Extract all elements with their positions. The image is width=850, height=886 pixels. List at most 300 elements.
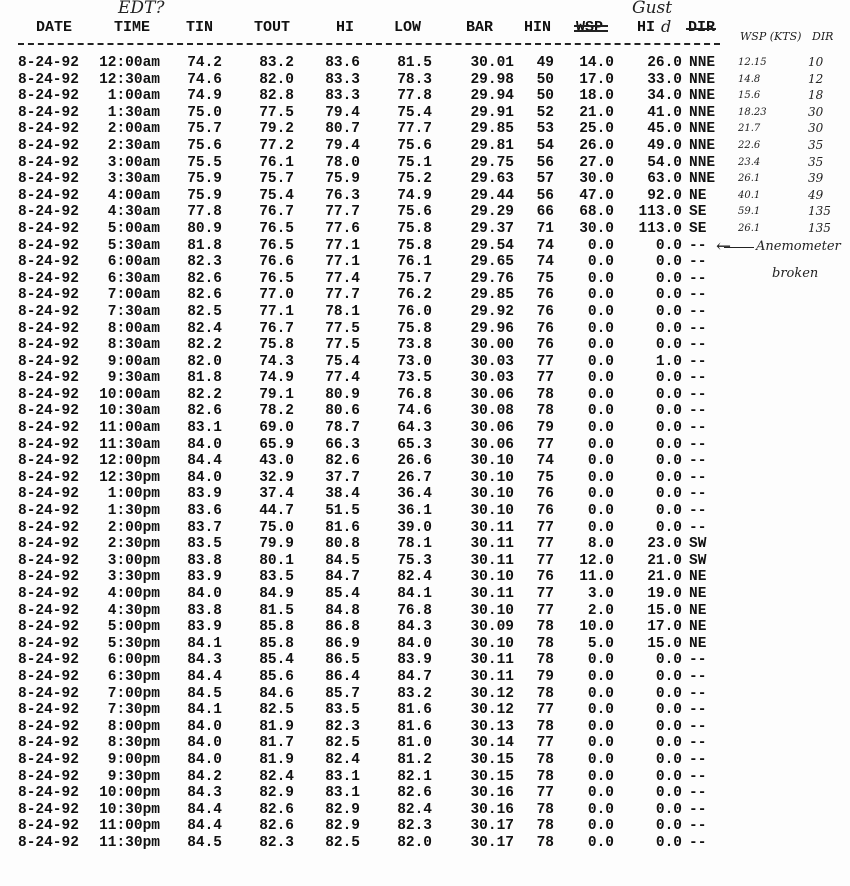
cell-wsp: 47.0: [579, 187, 614, 204]
cell-dir: --: [689, 735, 707, 752]
cell-low: 83.2: [397, 685, 432, 702]
cell-hi: 77.1: [325, 237, 360, 254]
cell-hi: 78.1: [325, 303, 360, 320]
cell-bar: 29.75: [470, 154, 514, 171]
cell-dir: --: [689, 469, 707, 486]
table-row: [0, 818, 850, 835]
cell-low: 36.4: [397, 486, 432, 503]
cell-wsp: 21.0: [579, 104, 614, 121]
cell-wsp: 0.0: [587, 270, 614, 287]
cell-bar: 29.54: [470, 237, 514, 254]
table-row: [0, 287, 850, 304]
margin-note-dir: 135: [808, 221, 831, 235]
cell-tin: 84.5: [187, 685, 222, 702]
cell-date: 8-24-92: [18, 469, 79, 486]
cell-tout: 75.7: [259, 171, 294, 188]
cell-tin: 75.9: [187, 187, 222, 204]
cell-bar: 29.94: [470, 88, 514, 105]
cell-tout: 43.0: [259, 453, 294, 470]
cell-time: 4:30pm: [107, 602, 160, 619]
cell-date: 8-24-92: [18, 718, 79, 735]
cell-tout: 76.6: [259, 254, 294, 271]
cell-date: 8-24-92: [18, 121, 79, 138]
cell-wsp: 0.0: [587, 453, 614, 470]
cell-hin: 74: [536, 254, 554, 271]
cell-date: 8-24-92: [18, 270, 79, 287]
cell-wsp: 0.0: [587, 303, 614, 320]
cell-bar: 30.10: [470, 453, 514, 470]
cell-dir: SE: [689, 204, 707, 221]
cell-hi: 80.7: [325, 121, 360, 138]
cell-tin: 75.7: [187, 121, 222, 138]
cell-tin: 83.9: [187, 619, 222, 636]
cell-hin: 77: [536, 370, 554, 387]
cell-bar: 29.65: [470, 254, 514, 271]
cell-gust: 0.0: [655, 436, 682, 453]
cell-tout: 74.9: [259, 370, 294, 387]
cell-tout: 81.5: [259, 602, 294, 619]
cell-hi: 75.4: [325, 353, 360, 370]
cell-hi: 82.4: [325, 751, 360, 768]
cell-tout: 82.5: [259, 702, 294, 719]
cell-tin: 82.0: [187, 353, 222, 370]
cell-tout: 82.6: [259, 818, 294, 835]
cell-gust: 92.0: [647, 187, 682, 204]
cell-low: 36.1: [397, 503, 432, 520]
table-row: [0, 486, 850, 503]
cell-wsp: 0.0: [587, 768, 614, 785]
cell-bar: 30.16: [470, 785, 514, 802]
cell-tin: 75.0: [187, 104, 222, 121]
table-row: [0, 735, 850, 752]
col-time: TIME: [114, 19, 151, 36]
cell-tin: 75.6: [187, 137, 222, 154]
cell-hin: 78: [536, 718, 554, 735]
cell-tin: 84.4: [187, 818, 222, 835]
margin-note-dir: 35: [808, 138, 824, 152]
table-row: [0, 88, 850, 105]
cell-gust: 0.0: [655, 685, 682, 702]
cell-low: 82.1: [397, 768, 432, 785]
cell-wsp: 0.0: [587, 403, 614, 420]
table-row: [0, 603, 850, 620]
cell-tin: 84.1: [187, 702, 222, 719]
cell-tout: 80.1: [259, 552, 294, 569]
cell-hi: 51.5: [325, 503, 360, 520]
cell-gust: 113.0: [638, 204, 682, 221]
cell-date: 8-24-92: [18, 619, 79, 636]
cell-dir: NNE: [689, 171, 716, 188]
cell-hi: 80.9: [325, 386, 360, 403]
cell-dir: NNE: [689, 154, 716, 171]
cell-tin: 83.8: [187, 552, 222, 569]
margin-note-dir: 39: [808, 171, 824, 186]
cell-tout: 77.2: [259, 137, 294, 154]
cell-wsp: 10.0: [579, 619, 614, 636]
cell-tout: 69.0: [259, 420, 294, 437]
cell-tin: 82.5: [187, 303, 222, 320]
cell-tout: 84.9: [259, 586, 294, 602]
cell-hi: 77.5: [325, 320, 360, 337]
cell-tout: 82.6: [259, 801, 294, 818]
cell-date: 8-24-92: [18, 154, 79, 171]
cell-wsp: 18.0: [579, 88, 614, 105]
table-row: [0, 188, 850, 205]
cell-tout: 82.3: [259, 834, 294, 851]
cell-time: 10:00pm: [99, 785, 160, 802]
cell-time: 12:00am: [99, 55, 160, 71]
cell-gust: 26.0: [647, 55, 682, 71]
cell-hin: 76: [536, 486, 554, 503]
cell-date: 8-24-92: [18, 171, 79, 188]
cell-time: 7:30am: [107, 303, 160, 320]
handwritten-broken: broken: [772, 266, 819, 281]
cell-wsp: 0.0: [587, 254, 614, 271]
cell-hi: 75.9: [325, 171, 360, 188]
cell-date: 8-24-92: [18, 685, 79, 702]
cell-hin: 78: [536, 801, 554, 818]
cell-low: 39.0: [397, 519, 432, 536]
cell-bar: 30.03: [470, 353, 514, 370]
cell-hi: 77.5: [325, 337, 360, 354]
cell-low: 75.6: [397, 204, 432, 221]
cell-hi: 83.1: [325, 768, 360, 785]
cell-low: 75.4: [397, 104, 432, 121]
cell-time: 3:30pm: [107, 569, 160, 586]
table-row: [0, 271, 850, 288]
cell-dir: NE: [689, 602, 707, 619]
margin-note-wsp: 23.4: [738, 156, 761, 168]
cell-tin: 82.2: [187, 386, 222, 403]
cell-date: 8-24-92: [18, 652, 79, 669]
cell-time: 10:30am: [99, 403, 160, 420]
cell-hi: 81.6: [325, 519, 360, 536]
table-row: [0, 802, 850, 819]
cell-date: 8-24-92: [18, 635, 79, 652]
table-row: [0, 403, 850, 420]
cell-gust: 21.0: [647, 552, 682, 569]
cell-dir: NE: [689, 187, 707, 204]
cell-tin: 82.2: [187, 337, 222, 354]
table-row: [0, 420, 850, 437]
cell-dir: --: [689, 801, 707, 818]
cell-low: 82.3: [397, 818, 432, 835]
cell-low: 26.7: [397, 469, 432, 486]
cell-low: 84.1: [397, 586, 432, 602]
table-row: [0, 652, 850, 669]
cell-low: 76.1: [397, 254, 432, 271]
table-row: [0, 138, 850, 155]
cell-hin: 77: [536, 519, 554, 536]
cell-dir: NNE: [689, 104, 716, 121]
cell-bar: 29.81: [470, 137, 514, 154]
cell-gust: 34.0: [647, 88, 682, 105]
cell-date: 8-24-92: [18, 71, 79, 88]
table-row: [0, 553, 850, 570]
cell-hin: 76: [536, 569, 554, 586]
cell-hi: 78.0: [325, 154, 360, 171]
cell-wsp: 8.0: [587, 536, 614, 553]
cell-bar: 30.16: [470, 801, 514, 818]
cell-tin: 84.4: [187, 453, 222, 470]
margin-note-wsp: 26.1: [738, 173, 761, 185]
cell-date: 8-24-92: [18, 536, 79, 553]
cell-low: 81.2: [397, 751, 432, 768]
table-row: [0, 72, 850, 89]
cell-hin: 78: [536, 834, 554, 851]
cell-dir: NNE: [689, 71, 716, 88]
cell-low: 75.7: [397, 270, 432, 287]
cell-gust: 17.0: [647, 619, 682, 636]
cell-gust: 0.0: [655, 469, 682, 486]
col-low: LOW: [394, 19, 422, 36]
cell-gust: 0.0: [655, 337, 682, 354]
cell-date: 8-24-92: [18, 552, 79, 569]
margin-note-wsp: 15.6: [738, 90, 761, 102]
cell-tout: 76.7: [259, 320, 294, 337]
cell-dir: --: [689, 751, 707, 768]
cell-dir: --: [689, 270, 707, 287]
cell-hi: 85.7: [325, 685, 360, 702]
cell-wsp: 0.0: [587, 420, 614, 437]
cell-hin: 77: [536, 785, 554, 802]
cell-wsp: 25.0: [579, 121, 614, 138]
cell-date: 8-24-92: [18, 801, 79, 818]
table-row: [0, 321, 850, 338]
cell-time: 6:30pm: [107, 668, 160, 685]
handwritten-edt-note: EDT?: [118, 0, 165, 18]
cell-time: 8:00pm: [107, 718, 160, 735]
margin-note-dir: 10: [808, 55, 824, 69]
cell-gust: 0.0: [655, 287, 682, 304]
cell-gust: 45.0: [647, 121, 682, 138]
table-row: [0, 569, 850, 586]
table-row: [0, 470, 850, 487]
table-body: [0, 55, 850, 852]
cell-tin: 84.0: [187, 469, 222, 486]
cell-wsp: 0.0: [587, 818, 614, 835]
cell-dir: --: [689, 303, 707, 320]
cell-hin: 78: [536, 635, 554, 652]
cell-tin: 83.6: [187, 503, 222, 520]
cell-hi: 82.6: [325, 453, 360, 470]
cell-hi: 84.8: [325, 602, 360, 619]
cell-low: 75.8: [397, 220, 432, 237]
table-row: [0, 669, 850, 686]
cell-dir: --: [689, 834, 707, 851]
cell-time: 8:00am: [107, 320, 160, 337]
cell-bar: 30.13: [470, 718, 514, 735]
cell-tout: 75.8: [259, 337, 294, 354]
cell-bar: 29.91: [470, 104, 514, 121]
cell-hi: 80.6: [325, 403, 360, 420]
cell-gust: 63.0: [647, 171, 682, 188]
cell-time: 7:30pm: [107, 702, 160, 719]
margin-note-dir: 30: [808, 121, 824, 136]
cell-tin: 84.0: [187, 718, 222, 735]
cell-tin: 84.0: [187, 751, 222, 768]
cell-gust: 0.0: [655, 785, 682, 802]
margin-note-wsp: 40.1: [738, 189, 761, 201]
cell-bar: 30.09: [470, 619, 514, 636]
margin-note-wsp: 12.15: [738, 57, 767, 68]
cell-date: 8-24-92: [18, 735, 79, 752]
cell-low: 84.7: [397, 668, 432, 685]
table-row: [0, 769, 850, 786]
cell-tout: 32.9: [259, 469, 294, 486]
table-row: [0, 387, 850, 404]
table-row: [0, 619, 850, 636]
cell-tout: 76.7: [259, 204, 294, 221]
cell-tout: 77.5: [259, 104, 294, 121]
cell-tout: 78.2: [259, 403, 294, 420]
cell-bar: 30.11: [470, 668, 514, 685]
cell-wsp: 0.0: [587, 735, 614, 752]
cell-hi: 83.6: [325, 55, 360, 71]
margin-note-wsp: 18.23: [738, 106, 767, 118]
cell-tout: 79.1: [259, 386, 294, 403]
cell-wsp: 0.0: [587, 337, 614, 354]
cell-hin: 78: [536, 768, 554, 785]
cell-hin: 78: [536, 619, 554, 636]
cell-bar: 30.10: [470, 635, 514, 652]
cell-bar: 30.10: [470, 569, 514, 586]
cell-dir: --: [689, 718, 707, 735]
cell-low: 75.6: [397, 137, 432, 154]
cell-hi: 83.3: [325, 71, 360, 88]
col-hin: HIN: [524, 19, 552, 36]
table-row: [0, 370, 850, 387]
cell-dir: --: [689, 785, 707, 802]
cell-time: 9:30am: [107, 370, 160, 387]
cell-hin: 78: [536, 652, 554, 669]
cell-wsp: 12.0: [579, 552, 614, 569]
cell-time: 12:30am: [99, 71, 160, 88]
cell-tin: 83.1: [187, 420, 222, 437]
col-date: DATE: [36, 19, 73, 36]
cell-bar: 30.00: [470, 337, 514, 354]
cell-tout: 74.3: [259, 353, 294, 370]
cell-tin: 80.9: [187, 220, 222, 237]
cell-gust: 0.0: [655, 420, 682, 437]
cell-date: 8-24-92: [18, 320, 79, 337]
cell-time: 1:00pm: [107, 486, 160, 503]
cell-tout: 85.8: [259, 635, 294, 652]
cell-wsp: 3.0: [587, 586, 614, 602]
cell-date: 8-24-92: [18, 104, 79, 121]
table-row: [0, 702, 850, 719]
cell-time: 3:00pm: [107, 552, 160, 569]
margin-note-dir: 49: [808, 187, 824, 202]
cell-hi: 66.3: [325, 436, 360, 453]
cell-bar: 29.85: [470, 121, 514, 138]
table-row: [0, 536, 850, 553]
table-row: [0, 304, 850, 321]
cell-dir: SW: [689, 552, 707, 569]
cell-low: 76.8: [397, 602, 432, 619]
margin-note-dir: 35: [808, 154, 824, 169]
cell-hin: 78: [536, 403, 554, 420]
cell-hi: 82.5: [325, 834, 360, 851]
cell-dir: --: [689, 353, 707, 370]
cell-dir: --: [689, 768, 707, 785]
margin-note-dir: 12: [808, 71, 824, 86]
cell-hin: 77: [536, 602, 554, 619]
cell-dir: --: [689, 519, 707, 536]
cell-low: 75.3: [397, 552, 432, 569]
col-tin: TIN: [186, 19, 214, 36]
margin-note-wsp: 59.1: [738, 206, 761, 218]
cell-bar: 30.11: [470, 536, 514, 553]
col-hi: HI: [336, 19, 355, 36]
cell-wsp: 68.0: [579, 204, 614, 221]
cell-gust: 0.0: [655, 519, 682, 536]
cell-wsp: 30.0: [579, 220, 614, 237]
cell-gust: 0.0: [655, 702, 682, 719]
cell-dir: --: [689, 436, 707, 453]
cell-hin: 79: [536, 668, 554, 685]
table-row: [0, 105, 850, 122]
cell-tout: 82.0: [259, 71, 294, 88]
cell-time: 8:30am: [107, 337, 160, 354]
cell-gust: 0.0: [655, 834, 682, 851]
cell-tout: 82.9: [259, 785, 294, 802]
cell-date: 8-24-92: [18, 287, 79, 304]
col-gust-hi: HI: [637, 19, 656, 36]
cell-tin: 75.9: [187, 171, 222, 188]
cell-gust: 19.0: [647, 586, 682, 602]
cell-time: 2:30am: [107, 137, 160, 154]
table-row: [0, 171, 850, 188]
cell-wsp: 0.0: [587, 287, 614, 304]
table-row: [0, 354, 850, 371]
cell-hin: 66: [536, 204, 554, 221]
cell-low: 75.8: [397, 237, 432, 254]
cell-tout: 65.9: [259, 436, 294, 453]
margin-note-dir: 30: [808, 104, 824, 119]
cell-gust: 41.0: [647, 104, 682, 121]
cell-date: 8-24-92: [18, 204, 79, 221]
cell-wsp: 0.0: [587, 519, 614, 536]
cell-low: 78.1: [397, 536, 432, 553]
cell-tout: 81.7: [259, 735, 294, 752]
cell-tin: 84.5: [187, 834, 222, 851]
cell-low: 65.3: [397, 436, 432, 453]
cell-date: 8-24-92: [18, 337, 79, 354]
cell-date: 8-24-92: [18, 519, 79, 536]
cell-tout: 76.5: [259, 220, 294, 237]
cell-date: 8-24-92: [18, 768, 79, 785]
cell-bar: 29.76: [470, 270, 514, 287]
cell-date: 8-24-92: [18, 254, 79, 271]
cell-hin: 77: [536, 735, 554, 752]
cell-hi: 77.7: [325, 204, 360, 221]
cell-date: 8-24-92: [18, 403, 79, 420]
table-row: [0, 437, 850, 454]
wsp-header-scribble-2: [574, 30, 608, 32]
margin-note-dir: 135: [808, 204, 831, 219]
cell-hi: 77.4: [325, 270, 360, 287]
cell-hin: 74: [536, 453, 554, 470]
cell-hi: 82.5: [325, 735, 360, 752]
cell-time: 11:30am: [99, 436, 160, 453]
cell-gust: 0.0: [655, 718, 682, 735]
cell-bar: 29.29: [470, 204, 514, 221]
cell-tout: 44.7: [259, 503, 294, 520]
cell-low: 75.1: [397, 154, 432, 171]
cell-hin: 49: [536, 55, 554, 71]
cell-tout: 79.9: [259, 536, 294, 553]
